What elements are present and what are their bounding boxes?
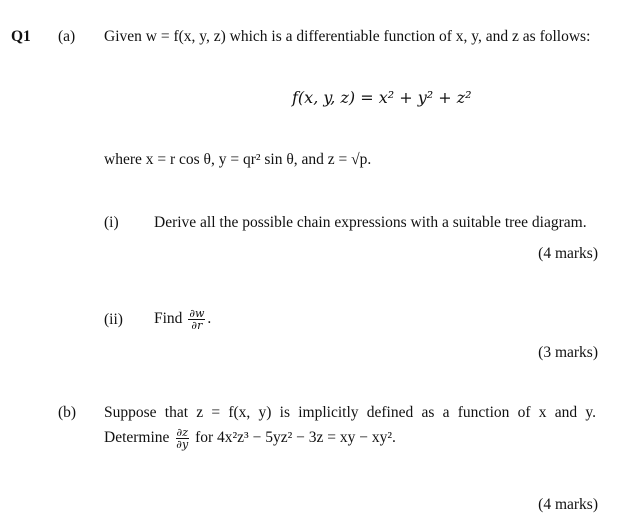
subpart-ii-label: (ii) bbox=[104, 311, 123, 328]
part-b-marks: (4 marks) bbox=[538, 496, 598, 513]
fraction-numerator: ∂z bbox=[176, 425, 188, 439]
partial-z-y-fraction bbox=[175, 427, 189, 450]
part-b-line2 bbox=[104, 423, 396, 453]
subpart-i-text: Derive all the possible chain expressions with a suitable tree diagram. bbox=[154, 214, 587, 231]
subpart-i-marks: (4 marks) bbox=[538, 245, 598, 262]
function-definition: f(x, y, z) = x² + y² + z² bbox=[292, 88, 472, 107]
part-b-line1: Suppose that z = f(x, y) is implicitly defined as a function of x and y. bbox=[104, 404, 596, 421]
part-b-label: (b) bbox=[58, 404, 77, 421]
fraction-denominator: ∂y bbox=[176, 437, 189, 451]
question-number: Q1 bbox=[11, 28, 31, 45]
implicit-equation: for 4x²z³ − 5yz² − 3z = xy − xy². bbox=[195, 429, 396, 446]
period: . bbox=[207, 310, 212, 327]
part-a-intro: Given w = f(x, y, z) which is a differentiable function of x, y, and z as follows: bbox=[104, 28, 591, 45]
substitution-text: where x = r cos θ, y = qr² sin θ, and z = √p. bbox=[104, 151, 372, 168]
part-a-label: (a) bbox=[58, 28, 76, 45]
fraction-denominator: ∂r bbox=[191, 318, 203, 332]
subpart-ii-text bbox=[154, 304, 211, 334]
partial-w-r-fraction bbox=[188, 308, 205, 331]
determine-word: Determine bbox=[104, 429, 170, 446]
subpart-i-label: (i) bbox=[104, 214, 119, 231]
fraction-numerator: ∂w bbox=[189, 306, 205, 320]
subpart-ii-marks: (3 marks) bbox=[538, 344, 598, 361]
find-word: Find bbox=[154, 310, 183, 327]
